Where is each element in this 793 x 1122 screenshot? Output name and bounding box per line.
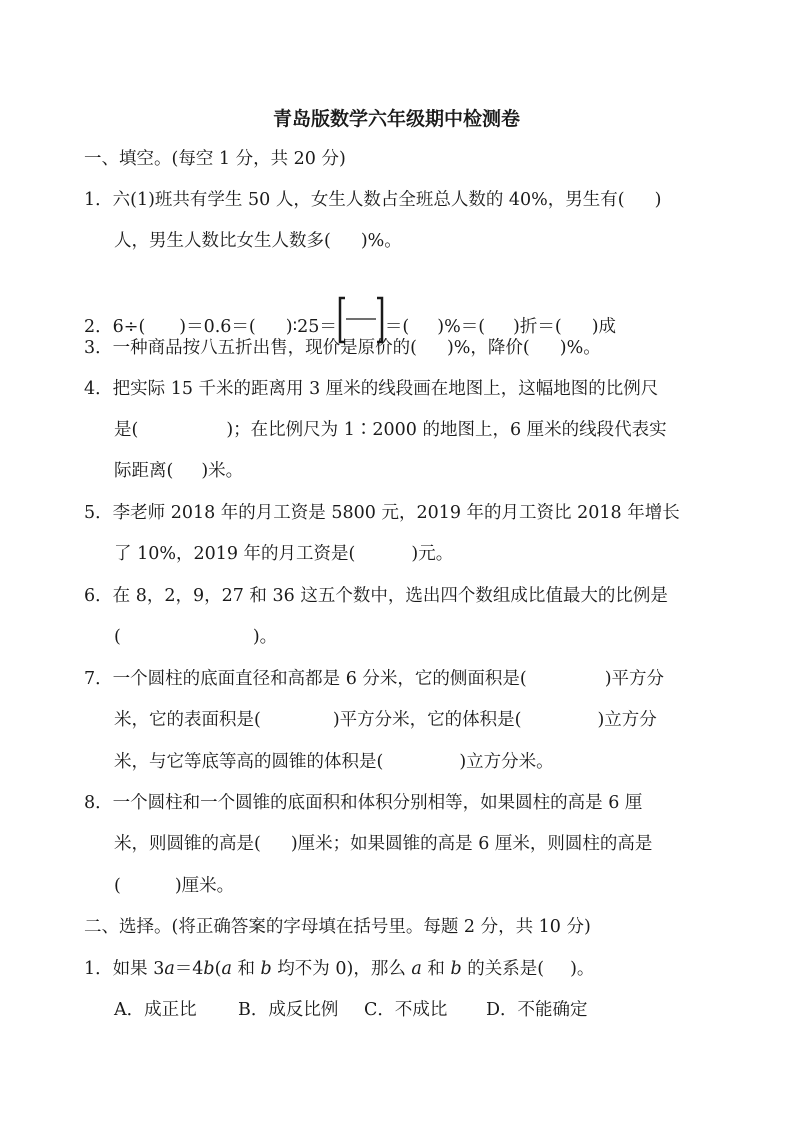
section-1-header: 一、填空。(每空 1 分，共 20 分) <box>84 149 346 169</box>
question-1-line-2: 人，男生人数比女生人数多( )%。 <box>114 231 402 251</box>
question-number: 1． <box>84 959 113 979</box>
question-2-line: 2．6÷( )＝0.6＝( )∶25＝ ＝( )%＝( )折＝( )成 <box>84 296 616 344</box>
section-2-question-1-line: 1．如果 3a＝4b(a 和 b 均不为 0)，那么 a 和 b 的关系是( )。 <box>84 959 595 979</box>
question-7-line-2: 米，它的表面积是( )平方分米，它的体积是( )立方分 <box>114 710 657 730</box>
option-b[interactable]: B．成反比例 <box>238 1000 339 1020</box>
question-8-line-1: 8．一个圆柱和一个圆锥的底面积和体积分别相等，如果圆柱的高是 6 厘 <box>84 793 643 813</box>
question-4-line-3: 际距离( )米。 <box>114 461 244 481</box>
question-number: 2． <box>84 317 113 337</box>
question-number: 1． <box>84 190 113 210</box>
question-3-line: 3．一种商品按八五折出售，现价是原价的( )%，降价( )%。 <box>84 338 601 358</box>
question-number: 8． <box>84 793 113 813</box>
section-2-header: 二、选择。(将正确答案的字母填在括号里。每题 2 分，共 10 分) <box>84 917 591 937</box>
question-6-line-2: ( )。 <box>114 627 278 647</box>
option-a[interactable]: A．成正比 <box>114 1000 197 1020</box>
question-7-line-1: 7．一个圆柱的底面直径和高都是 6 分米，它的侧面积是( )平方分 <box>84 669 665 689</box>
question-number: 5． <box>84 503 113 523</box>
option-d[interactable]: D．不能确定 <box>486 1000 588 1020</box>
option-c[interactable]: C．不成比 <box>364 1000 448 1020</box>
question-7-line-3: 米，与它等底等高的圆锥的体积是( )立方分米。 <box>114 752 554 772</box>
question-number: 4． <box>84 379 113 399</box>
section-2-question-1-options <box>114 998 588 1022</box>
question-5-line-2: 了 10%，2019 年的月工资是( )元。 <box>114 544 454 564</box>
page-title: 青岛版数学六年级期中检测卷 <box>272 108 520 130</box>
question-6-line-1: 6．在 8，2，9，27 和 36 这五个数中，选出四个数组成比值最大的比例是 <box>84 586 668 606</box>
question-4-line-1: 4．把实际 15 千米的距离用 3 厘米的线段画在地图上，这幅地图的比例尺 <box>84 379 659 399</box>
question-number: 6． <box>84 586 113 606</box>
question-8-line-3: ( )厘米。 <box>114 876 235 896</box>
question-8-line-2: 米，则圆锥的高是( )厘米；如果圆锥的高是 6 厘米，则圆柱的高是 <box>114 834 653 854</box>
question-5-line-1: 5．李老师 2018 年的月工资是 5800 元，2019 年的月工资比 2018 年增长 <box>84 503 680 523</box>
question-4-line-2: 是( )；在比例尺为 1∶2000 的地图上，6 厘米的线段代表实 <box>114 420 667 440</box>
question-number: 3． <box>84 338 113 358</box>
question-number: 7． <box>84 669 113 689</box>
question-1-line-1: 1．六(1)班共有学生 50 人，女生人数占全班总人数的 40%，男生有( ) <box>84 190 662 210</box>
